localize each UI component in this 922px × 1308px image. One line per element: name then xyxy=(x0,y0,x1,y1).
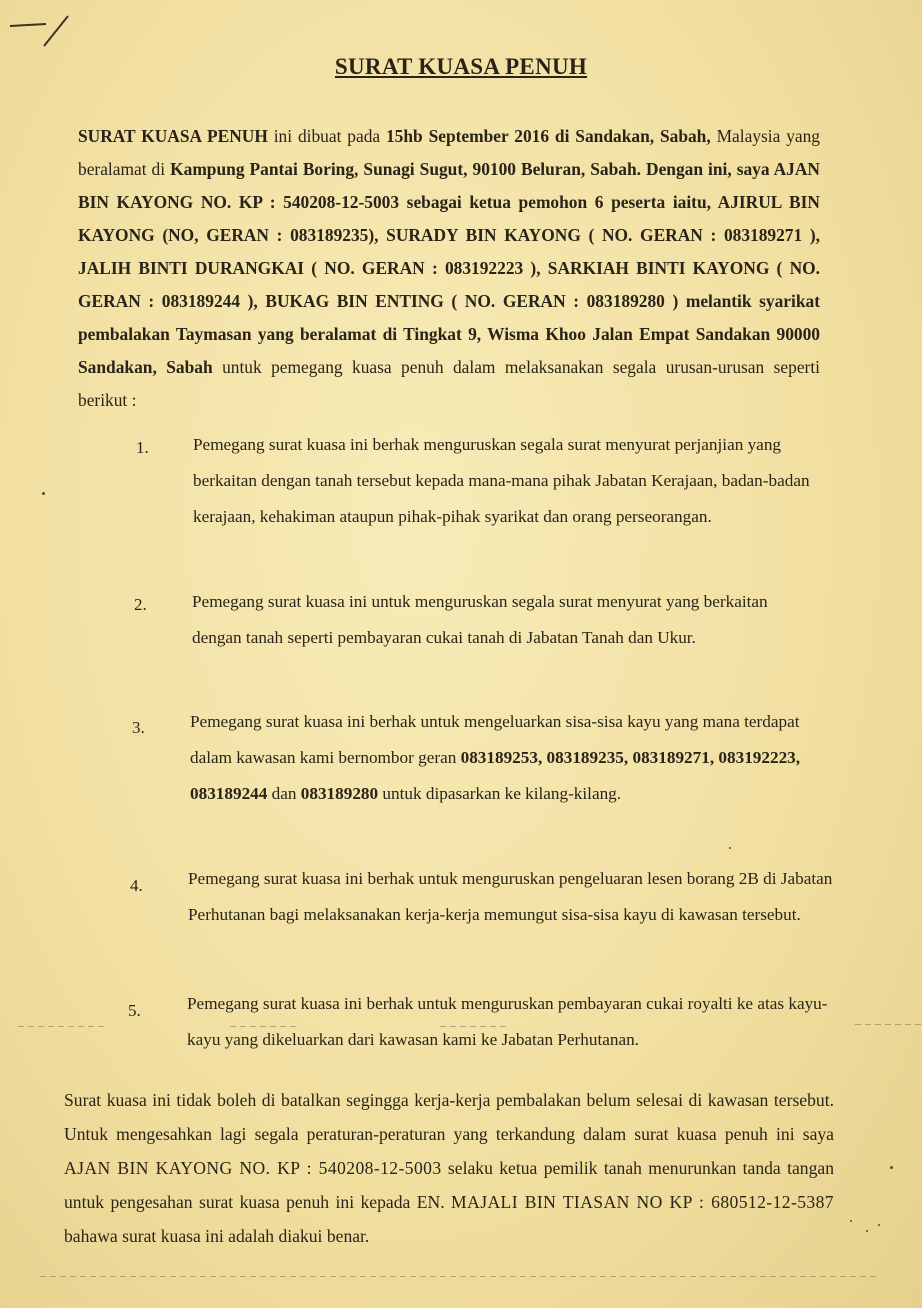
fold-line-mid-2 xyxy=(440,1026,510,1027)
item-number-2: 2. xyxy=(134,595,147,614)
fold-line-left xyxy=(18,1026,108,1027)
item-text-5: Pemegang surat kuasa ini berhak untuk menguruskan pembayaran cukai royalti ke atas kayu-kayu yang dikeluarkan dari kawasan kami ke Jabatan Perhutanan. xyxy=(187,994,828,1049)
item-3-geran-list: 083189253, 083189235, 083189271, 083192223, 083189244 xyxy=(190,748,801,803)
fold-line-right xyxy=(855,1024,922,1025)
closing-text-2: selaku ketua pemilik tanah menurunkan tanda tangan untuk pengesahan surat kuasa penuh ini kepada EN. xyxy=(64,1158,834,1212)
intro-text-1: ini dibuat pada xyxy=(267,126,386,146)
speck xyxy=(850,1220,852,1222)
intro-text-3: untuk pemegang kuasa penuh dalam melaksanakan segala urusan-urusan seperti berikut : xyxy=(78,357,821,410)
intro-paragraph xyxy=(78,120,820,417)
bottom-fold-line xyxy=(40,1276,880,1277)
speck xyxy=(878,1224,880,1226)
speck xyxy=(42,492,45,495)
intro-lead: SURAT KUASA PENUH xyxy=(78,126,268,146)
intro-parties: Kampung Pantai Boring, Sunagi Sugut, 90100 Beluran, Sabah. Dengan ini, saya AJAN BIN KAYONG NO. KP : 540208-12-5003 sebagai ketua pemohon 6 peserta iaitu, AJIRUL BIN KAYONG (NO, GERAN : 083189235), SURADY BIN KAYONG ( NO. GERAN : 083189271 ), JALIH BINTI DURANGKAI ( NO. GERAN : 083192223 ), SARKIAH BINTI KAYONG ( NO. GERAN : 083189244 ), BUKAG BIN ENTING ( NO. GERAN : 083189280 ) melantik syarikat pembalakan Taymasan yang beralamat di Tingkat 9, Wisma Khoo Jalan Empat Sandakan 90000 Sandakan, Sabah xyxy=(78,159,820,377)
document-title: SURAT KUASA PENUH xyxy=(334,54,588,79)
item-3-text-e: untuk dipasarkan ke kilang-kilang. xyxy=(378,784,622,803)
item-3-geran-last: 083189280 xyxy=(300,784,379,803)
item-text-1: Pemegang surat kuasa ini berhak menguruskan segala surat menyurat perjanjian yang berkaitan dengan tanah tersebut kepada mana-mana pihak Jabatan Kerajaan, badan-badan kerajaan, kehakiman ataupun pihak-pihak syarikat dan orang perseorangan. xyxy=(193,435,810,526)
item-text-3 xyxy=(190,704,820,812)
item-text-2: Pemegang surat kuasa ini untuk menguruskan segala surat menyurat yang berkaitan dengan tanah seperti pembayaran cukai tanah di Jabatan Tanah dan Ukur. xyxy=(192,592,768,647)
closing-attorney: MAJALI BIN TIASAN NO KP : 680512-12-5387 xyxy=(451,1192,835,1212)
closing-owner: AJAN BIN KAYONG NO. KP : 540208-12-5003 xyxy=(64,1158,442,1178)
speck xyxy=(890,1166,893,1169)
pen-scribble-mark xyxy=(6,12,76,52)
item-number-5: 5. xyxy=(128,1001,141,1020)
item-3-text-a: Pemegang surat kuasa ini berhak untuk mengeluarkan sisa-sisa kayu yang mana terdapat dalam kawasan kami bernombor geran xyxy=(190,712,800,767)
closing-paragraph xyxy=(64,1083,834,1253)
item-number-3: 3. xyxy=(132,718,145,737)
intro-text-2: Malaysia yang beralamat di xyxy=(78,126,820,179)
fold-line-mid xyxy=(230,1026,300,1027)
speck xyxy=(729,847,731,849)
closing-text-1: Surat kuasa ini tidak boleh di batalkan segingga kerja-kerja pembalakan belum selesai di kawasan tersebut. Untuk mengesahkan lagi segala peraturan-peraturan yang terkandung dalam surat kuasa penuh ini saya xyxy=(64,1090,834,1144)
closing-text-3: bahawa surat kuasa ini adalah diakui benar. xyxy=(64,1226,370,1246)
item-3-text-c: dan xyxy=(267,784,301,803)
intro-date-place: 15hb September 2016 di Sandakan, Sabah, xyxy=(385,126,711,146)
speck xyxy=(866,1230,868,1232)
item-number-4: 4. xyxy=(130,876,143,895)
item-text-4: Pemegang surat kuasa ini berhak untuk menguruskan pengeluaran lesen borang 2B di Jabatan Perhutanan bagi melaksanakan kerja-kerja memungut sisa-sisa kayu di kawasan tersebut. xyxy=(188,869,833,924)
item-number-1: 1. xyxy=(136,438,149,457)
